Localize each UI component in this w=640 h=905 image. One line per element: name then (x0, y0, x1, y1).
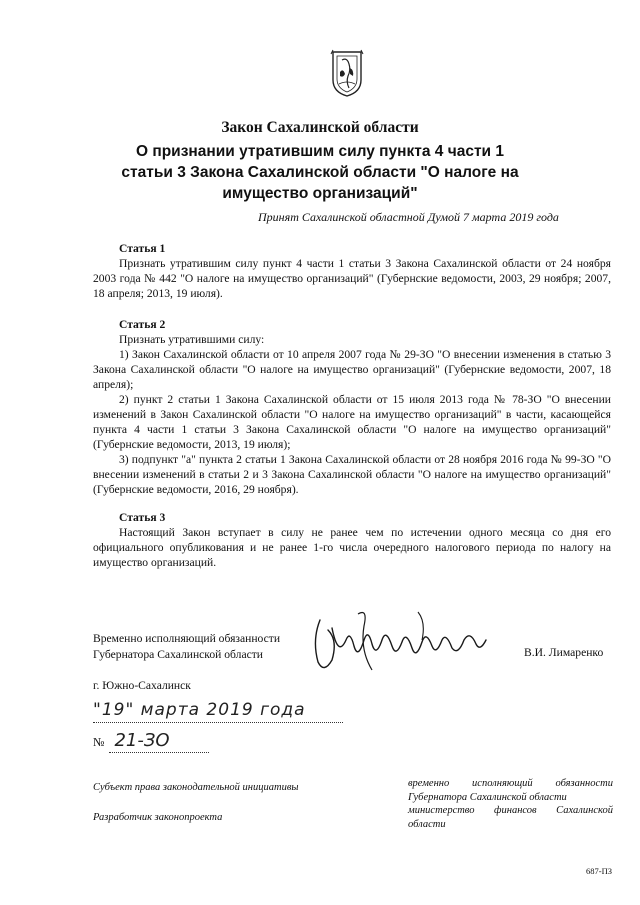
article-1-text: Признать утратившим силу пункт 4 части 1 статьи 3 Закона Сахалинской области от 24 ноября 2003 года № 442 "О налоге на имущество организаций" (Губернские ведомости, 2003, 29 ноября; 2007, 18 апреля; 2013, 19 июля). (93, 257, 611, 300)
number-sign: № (93, 735, 105, 749)
article-1-heading: Статья 1 (119, 242, 166, 255)
law-subtitle-line: статьи 3 Закона Сахалинской области "О налоге на (121, 164, 519, 181)
article-2-item: 1) Закон Сахалинской области от 10 апреля 2007 года № 29-ЗО "О внесении изменения в статью 3 Закона Сахалинской области "О налоге на имущество организаций" (Губернские ведомости, 2007, 18 апреля); (93, 348, 611, 391)
footer-values (408, 777, 613, 831)
developer-value: министерство финансов Сахалинской области (408, 805, 613, 830)
law-title: Закон Сахалинской области (221, 119, 419, 136)
signatory-position-line: Губернатора Сахалинской области (93, 648, 264, 661)
handwritten-number: 21-ЗО (114, 730, 170, 751)
handwritten-date (93, 700, 343, 730)
article-3-text: Настоящий Закон вступает в силу не ранее чем по истечении одного месяца со дня его официального опубликования и не ранее 1-го числа очередного налогового периода по налогу на имущество организаций. (93, 526, 611, 569)
handwritten-date-text: "19" марта 2019 года (93, 700, 306, 720)
number-underline (109, 752, 209, 753)
signatory-name: В.И. Лимаренко (524, 646, 604, 659)
subject-label: Субъект права законодательной инициативы (93, 782, 299, 793)
law-subtitle (0, 141, 640, 204)
signatory-position-line: Временно исполняющий обязанности (93, 632, 281, 645)
article-2-item: 3) подпункт "а" пункта 2 статьи 1 Закона Сахалинской области от 28 ноября 2016 года № 99-ЗО "О внесении изменений в статьи 2 и 3 Закона Сахалинской области "О налоге на имущество организаций" (Губернские ведомости, 2016, 29 ноября). (93, 453, 611, 496)
article-1 (93, 241, 611, 301)
signatory-position (93, 631, 280, 663)
law-subtitle-line: имущество организаций" (222, 185, 418, 202)
developer-label: Разработчик законопроекта (93, 812, 223, 823)
article-3 (93, 510, 611, 570)
document-code: 687-ПЗ (586, 866, 612, 876)
handwritten-signature (298, 600, 498, 680)
adoption-note: Принят Сахалинской областной Думой 7 марта 2019 года (258, 210, 559, 224)
article-2-item: 2) пункт 2 статьи 1 Закона Сахалинской области от 15 июля 2013 года № 78-ЗО "О внесении изменений в Закон Сахалинской области "О налоге на имущество организаций" в части, касающейся пункта 4 части 1 статьи 3 Закона Сахалинской области "О налоге на имущество организаций" (Губернские ведомости, 2013, 19 июля); (93, 393, 611, 451)
city: г. Южно-Сахалинск (93, 679, 191, 692)
subject-value: временно исполняющий обязанности Губернатора Сахалинской области (408, 778, 613, 803)
article-2 (93, 317, 611, 497)
coat-of-arms-icon (329, 46, 365, 98)
date-underline (93, 722, 343, 723)
article-3-heading: Статья 3 (119, 511, 166, 524)
law-number (93, 730, 213, 758)
law-subtitle-line: О признании утратившим силу пункта 4 части 1 (135, 143, 505, 160)
article-2-heading: Статья 2 (119, 318, 166, 331)
article-2-intro: Признать утратившими силу: (119, 333, 265, 346)
